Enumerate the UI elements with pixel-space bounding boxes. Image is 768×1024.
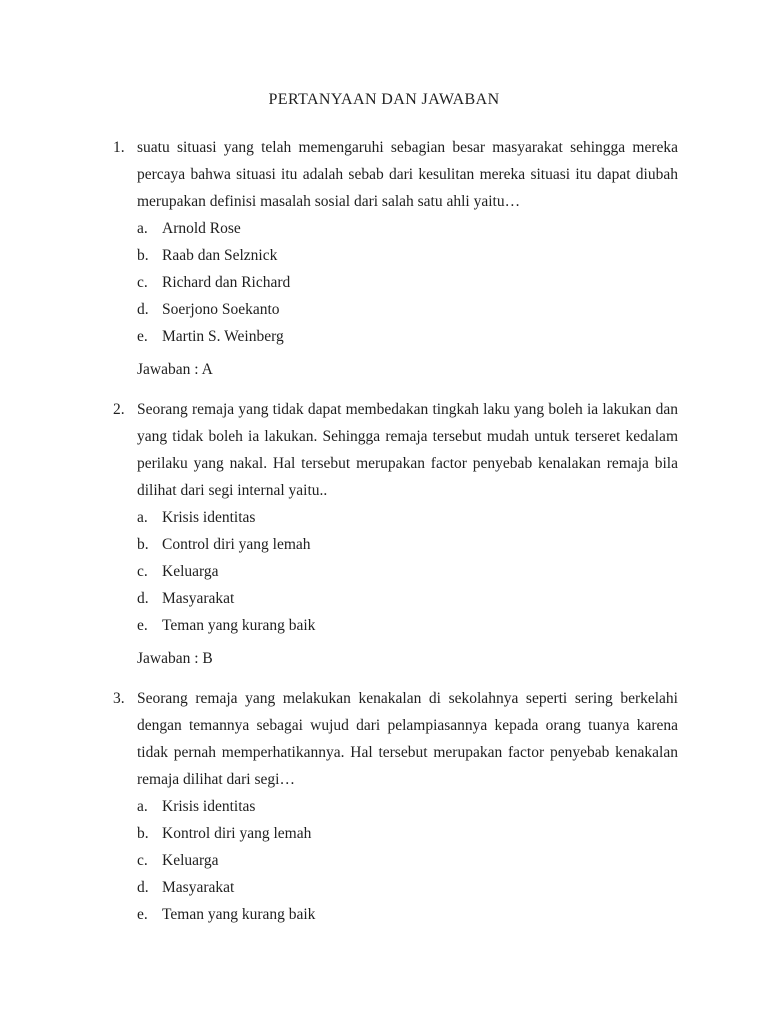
option-c bbox=[137, 558, 678, 585]
option-d bbox=[137, 296, 678, 323]
option-text: Arnold Rose bbox=[162, 220, 241, 237]
option-text: Soerjono Soekanto bbox=[162, 301, 280, 318]
option-a bbox=[137, 793, 678, 820]
question-body bbox=[137, 396, 678, 685]
option-text: Teman yang kurang baik bbox=[162, 617, 316, 634]
option-text: Martin S. Weinberg bbox=[162, 328, 284, 345]
option-letter: c. bbox=[137, 563, 148, 580]
option-text: Masyarakat bbox=[162, 590, 235, 607]
answer-text: Jawaban : A bbox=[137, 361, 213, 378]
option-letter: a. bbox=[137, 798, 148, 815]
option-letter: b. bbox=[137, 247, 149, 264]
question-text: Seorang remaja yang tidak dapat membedakan tingkah laku yang boleh ia lakukan dan yang tidak boleh ia lakukan. Sehingga remaja tersebut mudah untuk terseret kedalam perilaku yang nakal. Hal tersebut merupakan factor penyebab kenalakan remaja bila dilihat dari segi internal yaitu.. bbox=[137, 401, 678, 499]
option-text: Teman yang kurang baik bbox=[162, 906, 316, 923]
option-text: Keluarga bbox=[162, 852, 219, 869]
option-letter: c. bbox=[137, 274, 148, 291]
question-number: 1. bbox=[113, 139, 125, 156]
question-number: 2. bbox=[113, 401, 125, 418]
option-letter: d. bbox=[137, 590, 149, 607]
option-letter: d. bbox=[137, 301, 149, 318]
option-d bbox=[137, 874, 678, 901]
option-b bbox=[137, 242, 678, 269]
option-e bbox=[137, 901, 678, 928]
option-letter: b. bbox=[137, 825, 149, 842]
option-letter: a. bbox=[137, 220, 148, 237]
answer-text: Jawaban : B bbox=[137, 650, 213, 667]
question-text: Seorang remaja yang melakukan kenakalan di sekolahnya seperti sering berkelahi dengan temannya sebagai wujud dari pelampiasannya kepada orang tuanya karena tidak pernah memperhatikannya. Hal tersebut merupakan factor penyebab kenakalan remaja dilihat dari segi… bbox=[137, 690, 678, 788]
option-c bbox=[137, 269, 678, 296]
document-content bbox=[113, 134, 678, 928]
option-e bbox=[137, 323, 678, 350]
option-text: Keluarga bbox=[162, 563, 219, 580]
option-letter: b. bbox=[137, 536, 149, 553]
option-text: Krisis identitas bbox=[162, 798, 256, 815]
option-letter: e. bbox=[137, 617, 148, 634]
option-text: Control diri yang lemah bbox=[162, 536, 311, 553]
option-c bbox=[137, 847, 678, 874]
option-b bbox=[137, 820, 678, 847]
page-title: PERTANYAAN DAN JAWABAN bbox=[268, 91, 500, 108]
options-list bbox=[137, 793, 678, 928]
option-letter: d. bbox=[137, 879, 149, 896]
question-body bbox=[137, 685, 678, 928]
question-number: 3. bbox=[113, 690, 125, 707]
option-text: Masyarakat bbox=[162, 879, 235, 896]
question-text: suatu situasi yang telah memengaruhi sebagian besar masyarakat sehingga mereka percaya bahwa situasi itu adalah sebab dari kesulitan mereka situasi itu dapat diubah merupakan definisi masalah sosial dari salah satu ahli yaitu… bbox=[137, 139, 678, 210]
option-e bbox=[137, 612, 678, 639]
question-body bbox=[137, 134, 678, 396]
option-text: Kontrol diri yang lemah bbox=[162, 825, 312, 842]
question-3 bbox=[113, 685, 678, 928]
option-d bbox=[137, 585, 678, 612]
option-text: Richard dan Richard bbox=[162, 274, 291, 291]
question-2 bbox=[113, 396, 678, 685]
options-list bbox=[137, 504, 678, 639]
question-1 bbox=[113, 134, 678, 396]
option-a bbox=[137, 504, 678, 531]
option-b bbox=[137, 531, 678, 558]
option-letter: e. bbox=[137, 328, 148, 345]
option-letter: c. bbox=[137, 852, 148, 869]
option-letter: a. bbox=[137, 509, 148, 526]
option-text: Raab dan Selznick bbox=[162, 247, 278, 264]
options-list bbox=[137, 215, 678, 350]
option-text: Krisis identitas bbox=[162, 509, 256, 526]
option-letter: e. bbox=[137, 906, 148, 923]
option-a bbox=[137, 215, 678, 242]
